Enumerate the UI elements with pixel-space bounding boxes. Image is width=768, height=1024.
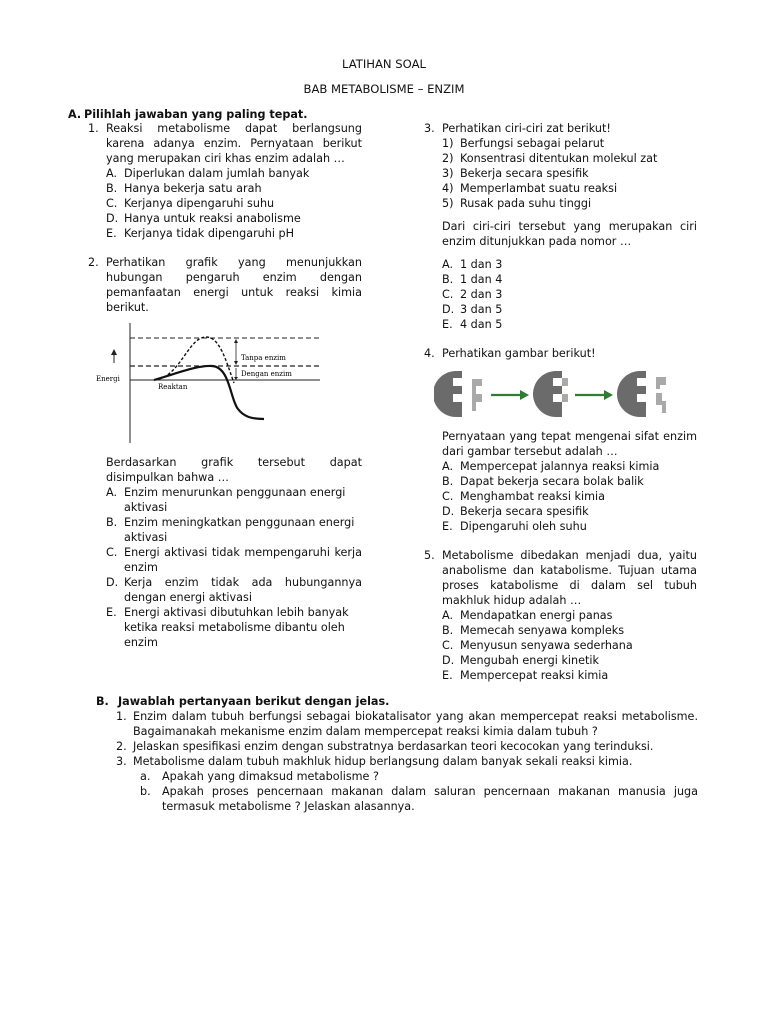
option-text: 3 dan 5: [460, 303, 503, 316]
left-column: [88, 121, 362, 660]
option-text: Mengubah energi kinetik: [460, 654, 599, 667]
energy-arrow-head: [111, 349, 117, 355]
option-text: Enzim meningkatkan penggunaan energi aktivasi: [124, 516, 355, 544]
section-b-label: B.: [96, 695, 109, 708]
question-stem: Perhatikan ciri-ciri zat berikut!: [442, 122, 611, 135]
option-letter: D.: [442, 505, 455, 518]
option-text: Hanya bekerja satu arah: [124, 182, 262, 195]
option-letter: E.: [442, 669, 453, 682]
option-text: Mendapatkan energi panas: [460, 609, 613, 622]
right-column: [424, 121, 697, 693]
feature-number: 4): [442, 182, 454, 195]
option-text: 2 dan 3: [460, 288, 503, 301]
option-item: [442, 272, 697, 287]
question-stem: Perhatikan gambar berikut!: [442, 347, 596, 360]
option-item: [106, 575, 362, 605]
option-text: Hanya untuk reaksi anabolisme: [124, 212, 301, 225]
question-stem: Perhatikan grafik yang menunjukkan hubungan pengaruh enzim dengan pemanfaatan energi untuk reaksi kimia berikut.: [106, 256, 362, 314]
question-number: 1.: [88, 122, 99, 135]
essay-question: [96, 754, 698, 769]
section-a-label: A.: [68, 108, 82, 121]
option-text: Memecah senyawa kompleks: [460, 624, 625, 637]
option-letter: C.: [106, 546, 118, 559]
option-letter: C.: [442, 288, 454, 301]
graph-conclusion: Berdasarkan grafik tersebut dapat disimpulkan bahwa …: [106, 456, 362, 484]
option-letter: A.: [442, 258, 454, 271]
option-item: [442, 474, 697, 489]
feature-number: 3): [442, 167, 454, 180]
option-list: [442, 257, 697, 332]
question-stem: Metabolisme dibedakan menjadi dua, yaitu anabolisme dan katabolisme. Tujuan utama proses katabolisme di dalam sel tubuh makhluk hidup adalah …: [442, 549, 697, 607]
feature-number: 2): [442, 152, 454, 165]
feature-text: Berfungsi sebagai pelarut: [460, 137, 605, 150]
feature-item: [442, 196, 697, 211]
option-item: [106, 515, 362, 545]
substrate-shape: [562, 378, 568, 402]
option-letter: A.: [106, 167, 118, 180]
gap-marker-top-head2: [234, 361, 238, 365]
option-item: [106, 196, 362, 211]
option-item: [106, 545, 362, 575]
option-item: [442, 653, 697, 668]
feature-text: Bekerja secara spesifik: [460, 167, 589, 180]
enzyme-shape: [533, 371, 562, 417]
option-item: [442, 638, 697, 653]
enzyme-shape: [434, 371, 462, 417]
option-text: Mempercepat reaksi kimia: [460, 669, 609, 682]
option-text: Bekerja secara spesifik: [460, 505, 589, 518]
section-b: [96, 694, 698, 814]
enzyme-substrate-figure: [434, 369, 674, 419]
option-text: Kerjanya tidak dipengaruhi pH: [124, 227, 295, 240]
question-1: [88, 121, 362, 241]
option-item: [442, 489, 697, 504]
section-b-instruction: Jawablah pertanyaan berikut dengan jelas.: [118, 695, 390, 708]
essay-subquestion: [96, 784, 698, 814]
figure-question: Pernyataan yang tepat mengenai sifat enzim dari gambar tersebut adalah …: [442, 430, 697, 458]
option-letter: D.: [442, 303, 455, 316]
arrow-head-2: [604, 390, 613, 400]
feature-list: [442, 136, 697, 211]
enzyme-substrate-separate: [434, 371, 482, 417]
feature-question: Dari ciri-ciri tersebut yang merupakan ciri enzim ditunjukkan pada nomor …: [442, 220, 697, 248]
essay-question: [96, 739, 698, 754]
feature-item: [442, 136, 697, 151]
option-text: Menyusun senyawa sederhana: [460, 639, 633, 652]
feature-item: [442, 181, 697, 196]
section-a-heading: [68, 107, 308, 122]
product-shape: [656, 393, 666, 413]
option-letter: E.: [442, 318, 453, 331]
option-item: [442, 668, 697, 683]
feature-number: 5): [442, 197, 454, 210]
feature-text: Memperlambat suatu reaksi: [460, 182, 618, 195]
option-item: [106, 605, 362, 650]
with-enzyme-label: Dengan enzim: [241, 370, 292, 378]
option-text: Energi aktivasi tidak mempengaruhi kerja enzim: [124, 546, 362, 574]
option-text: Diperlukan dalam jumlah banyak: [124, 167, 310, 180]
option-letter: E.: [106, 606, 117, 619]
option-letter: B.: [442, 624, 454, 637]
question-number: 4.: [424, 347, 435, 360]
gap-marker-top-head: [234, 339, 238, 343]
essay-text: Enzim dalam tubuh berfungsi sebagai biokatalisator yang akan mempercepat reaksi metabolisme. Bagaimanakah mekanisme enzim dalam mempercepat reaksi kimia dalam tubuh ?: [133, 710, 698, 738]
option-item: [442, 623, 697, 638]
question-number: 5.: [424, 549, 435, 562]
option-list: [442, 459, 697, 534]
option-item: [106, 166, 362, 181]
option-item: [442, 287, 697, 302]
feature-item: [442, 166, 697, 181]
energy-axis-label: Energi: [96, 375, 120, 383]
option-item: [442, 504, 697, 519]
option-letter: D.: [106, 576, 119, 589]
option-list: [106, 166, 362, 241]
question-number: 3.: [424, 122, 435, 135]
page-subtitle: BAB METABOLISME – ENZIM: [303, 82, 465, 96]
option-item: [442, 317, 697, 332]
page-title: LATIHAN SOAL: [342, 57, 426, 71]
question-4: [424, 346, 697, 534]
question-2: [88, 255, 362, 650]
option-list: [106, 485, 362, 650]
option-text: Enzim menurunkan penggunaan energi aktivasi: [124, 486, 346, 514]
option-text: 1 dan 4: [460, 273, 503, 286]
option-item: [442, 459, 697, 474]
option-letter: B.: [106, 182, 118, 195]
option-text: Menghambat reaksi kimia: [460, 490, 605, 503]
option-letter: E.: [442, 520, 453, 533]
option-item: [442, 519, 697, 534]
option-item: [442, 257, 697, 272]
question-5: [424, 548, 697, 683]
enzyme-products: [617, 371, 666, 417]
option-list: [442, 608, 697, 683]
essay-number: 1.: [116, 710, 127, 723]
enzyme-substrate-complex: [533, 371, 568, 417]
essay-text: Jelaskan spesifikasi enzim dengan substratnya berdasarkan teori kecocokan yang terinduksi.: [133, 740, 654, 753]
option-text: Dapat bekerja secara bolak balik: [460, 475, 644, 488]
option-letter: B.: [442, 273, 454, 286]
option-letter: C.: [442, 490, 454, 503]
essay-subquestion: [96, 769, 698, 784]
option-text: Dipengaruhi oleh suhu: [460, 520, 587, 533]
option-item: [442, 608, 697, 623]
subquestion-letter: a.: [140, 770, 151, 783]
option-letter: D.: [442, 654, 455, 667]
option-item: [442, 302, 697, 317]
option-item: [106, 226, 362, 241]
option-item: [106, 211, 362, 226]
essay-text: Metabolisme dalam tubuh makhluk hidup berlangsung dalam banyak sekali reaksi kimia.: [133, 755, 633, 768]
feature-item: [442, 151, 697, 166]
option-letter: C.: [106, 197, 118, 210]
option-text: 1 dan 3: [460, 258, 503, 271]
feature-number: 1): [442, 137, 454, 150]
essay-number: 2.: [116, 740, 127, 753]
option-item: [106, 181, 362, 196]
section-a-instruction: Pilihlah jawaban yang paling tepat.: [84, 108, 308, 121]
option-letter: A.: [106, 486, 118, 499]
subquestion-text: Apakah yang dimaksud metabolisme ?: [162, 770, 379, 783]
option-letter: C.: [442, 639, 454, 652]
essay-question: [96, 709, 698, 739]
essay-number: 3.: [116, 755, 127, 768]
without-enzyme-label: Tanpa enzim: [241, 354, 286, 362]
option-letter: D.: [106, 212, 119, 225]
option-text: Mempercepat jalannya reaksi kimia: [460, 460, 660, 473]
option-letter: A.: [442, 609, 454, 622]
feature-text: Konsentrasi ditentukan molekul zat: [460, 152, 658, 165]
question-stem: Reaksi metabolisme dapat berlangsung karena adanya enzim. Pernyataan berikut yang merupakan ciri khas enzim adalah …: [106, 122, 362, 165]
feature-text: Rusak pada suhu tinggi: [460, 197, 592, 210]
product-shape: [656, 377, 666, 389]
enzyme-shape: [617, 371, 646, 417]
arrow-head-1: [520, 390, 529, 400]
option-letter: E.: [106, 227, 117, 240]
section-b-heading: [96, 694, 698, 709]
question-3: [424, 121, 697, 332]
option-text: Kerja enzim tidak ada hubungannya dengan energi aktivasi: [124, 576, 362, 604]
option-text: 4 dan 5: [460, 318, 503, 331]
reactant-label: Reaktan: [158, 383, 188, 391]
substrate-shape: [472, 379, 482, 411]
option-text: Kerjanya dipengaruhi suhu: [124, 197, 275, 210]
option-letter: B.: [106, 516, 118, 529]
option-text: Energi aktivasi dibutuhkan lebih banyak ketika reaksi metabolisme dibantu oleh enzim: [124, 606, 349, 649]
option-letter: B.: [442, 475, 454, 488]
subquestion-text: Apakah proses pencernaan makanan dalam saluran pencernaan makanan manusia juga termasuk metabolisme ? Jelaskan alasannya.: [162, 785, 698, 813]
question-number: 2.: [88, 256, 99, 269]
option-letter: A.: [442, 460, 454, 473]
activation-energy-graph: [92, 321, 322, 449]
option-item: [106, 485, 362, 515]
subquestion-letter: b.: [140, 785, 151, 798]
